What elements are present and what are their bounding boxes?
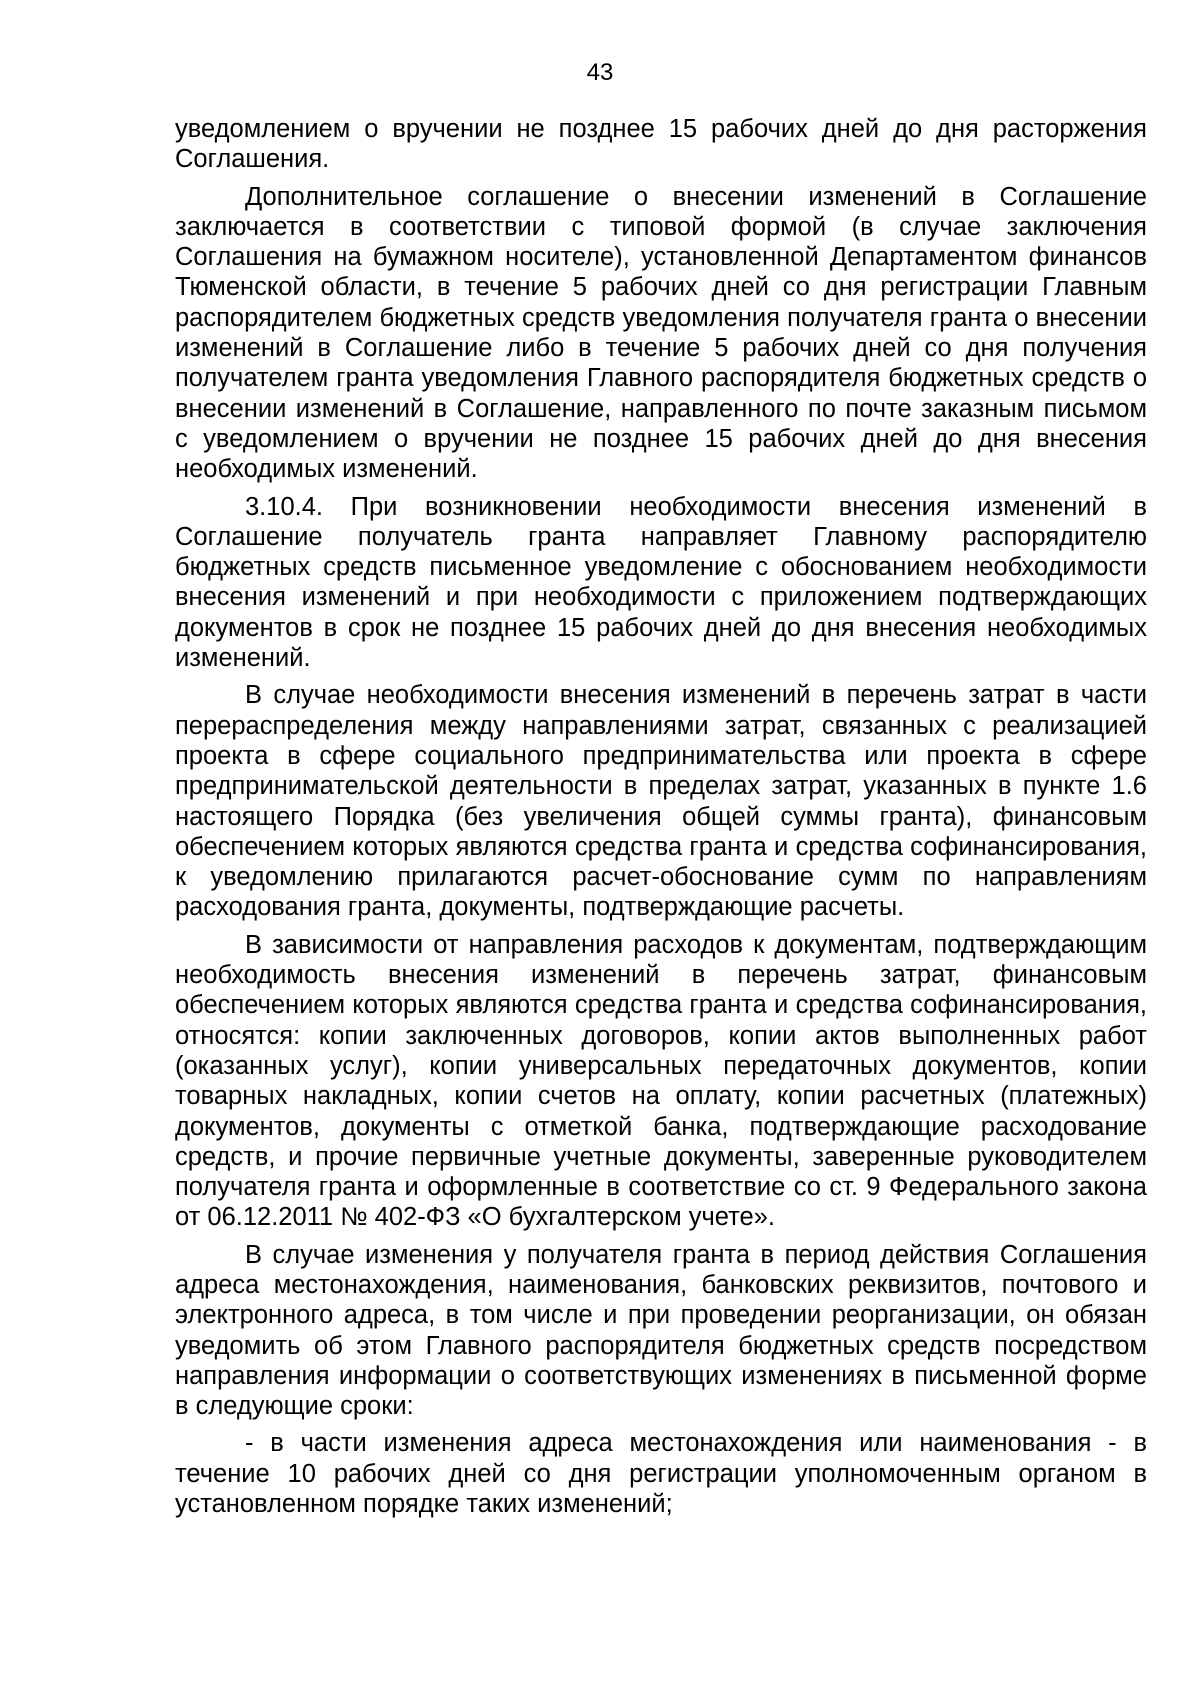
paragraph-details-change: В случае изменения у получателя гранта в период действия Соглашения адреса местонахождения, наименования, банковских реквизитов, почтового и электронного адреса, в том числе и при проведении реорганизации, он обязан уведомить об этом Главного распорядителя бюджетных средств посредством направления информации о соответствующих изменениях в письменной форме в следующие сроки: (175, 1240, 1147, 1421)
paragraph-continuation: уведомлением о вручении не позднее 15 рабочих дней до дня расторжения Соглашения. (175, 115, 1147, 174)
paragraph-address-change-term: - в части изменения адреса местонахождения или наименования - в течение 10 рабочих дней со дня регистрации уполномоченным органом в установленном порядке таких изменений; (175, 1429, 1147, 1519)
page-number: 43 (586, 59, 614, 86)
paragraph-3-10-4: 3.10.4. При возникновении необходимости внесения изменений в Соглашение получатель гранта направляет Главному распорядителю бюджетных средств письменное уведомление с обоснованием необходимости внесения изменений и при необходимости с приложением подтверждающих документов в срок не позднее 15 рабочих дней до дня внесения необходимых изменений. (175, 492, 1147, 673)
paragraph-supporting-documents: В зависимости от направления расходов к документам, подтверждающим необходимость внесения изменений в перечень затрат, финансовым обеспечением которых являются средства гранта и средства софинансирования, относятся: копии заключенных договоров, копии актов выполненных работ (оказанных услуг), копии универсальных передаточных документов, копии товарных накладных, копии счетов на оплату, копии расчетных (платежных) документов, документы с отметкой банка, подтверждающие расходование средств, и прочие первичные учетные документы, заверенные руководителем получателя гранта и оформленные в соответствие со ст. 9 Федерального закона от 06.12.2011 № 402-ФЗ «О бухгалтерском учете». (175, 930, 1147, 1232)
paragraph-additional-agreement: Дополнительное соглашение о внесении изменений в Соглашение заключается в соответствии с типовой формой (в случае заключения Соглашения на бумажном носителе), установленной Департаментом финансов Тюменской области, в течение 5 рабочих дней со дня регистрации Главным распорядителем бюджетных средств уведомления получателя гранта о внесении изменений в Соглашение либо в течение 5 рабочих дней со дня получения получателем гранта уведомления Главного распорядителя бюджетных средств о внесении изменений в Соглашение, направленного по почте заказным письмом с уведомлением о вручении не позднее 15 рабочих дней до дня внесения необходимых изменений. (175, 182, 1147, 484)
document-body (175, 114, 1147, 1519)
paragraph-cost-redistribution: В случае необходимости внесения изменений в перечень затрат в части перераспределения между направлениями затрат, связанных с реализацией проекта в сфере социального предпринимательства или проекта в сфере предпринимательской деятельности в пределах затрат, указанных в пункте 1.6 настоящего Порядка (без увеличения общей суммы гранта), финансовым обеспечением которых являются средства гранта и средства софинансирования, к уведомлению прилагаются расчет-обоснование сумм по направлениям расходования гранта, документы, подтверждающие расчеты. (175, 681, 1147, 922)
